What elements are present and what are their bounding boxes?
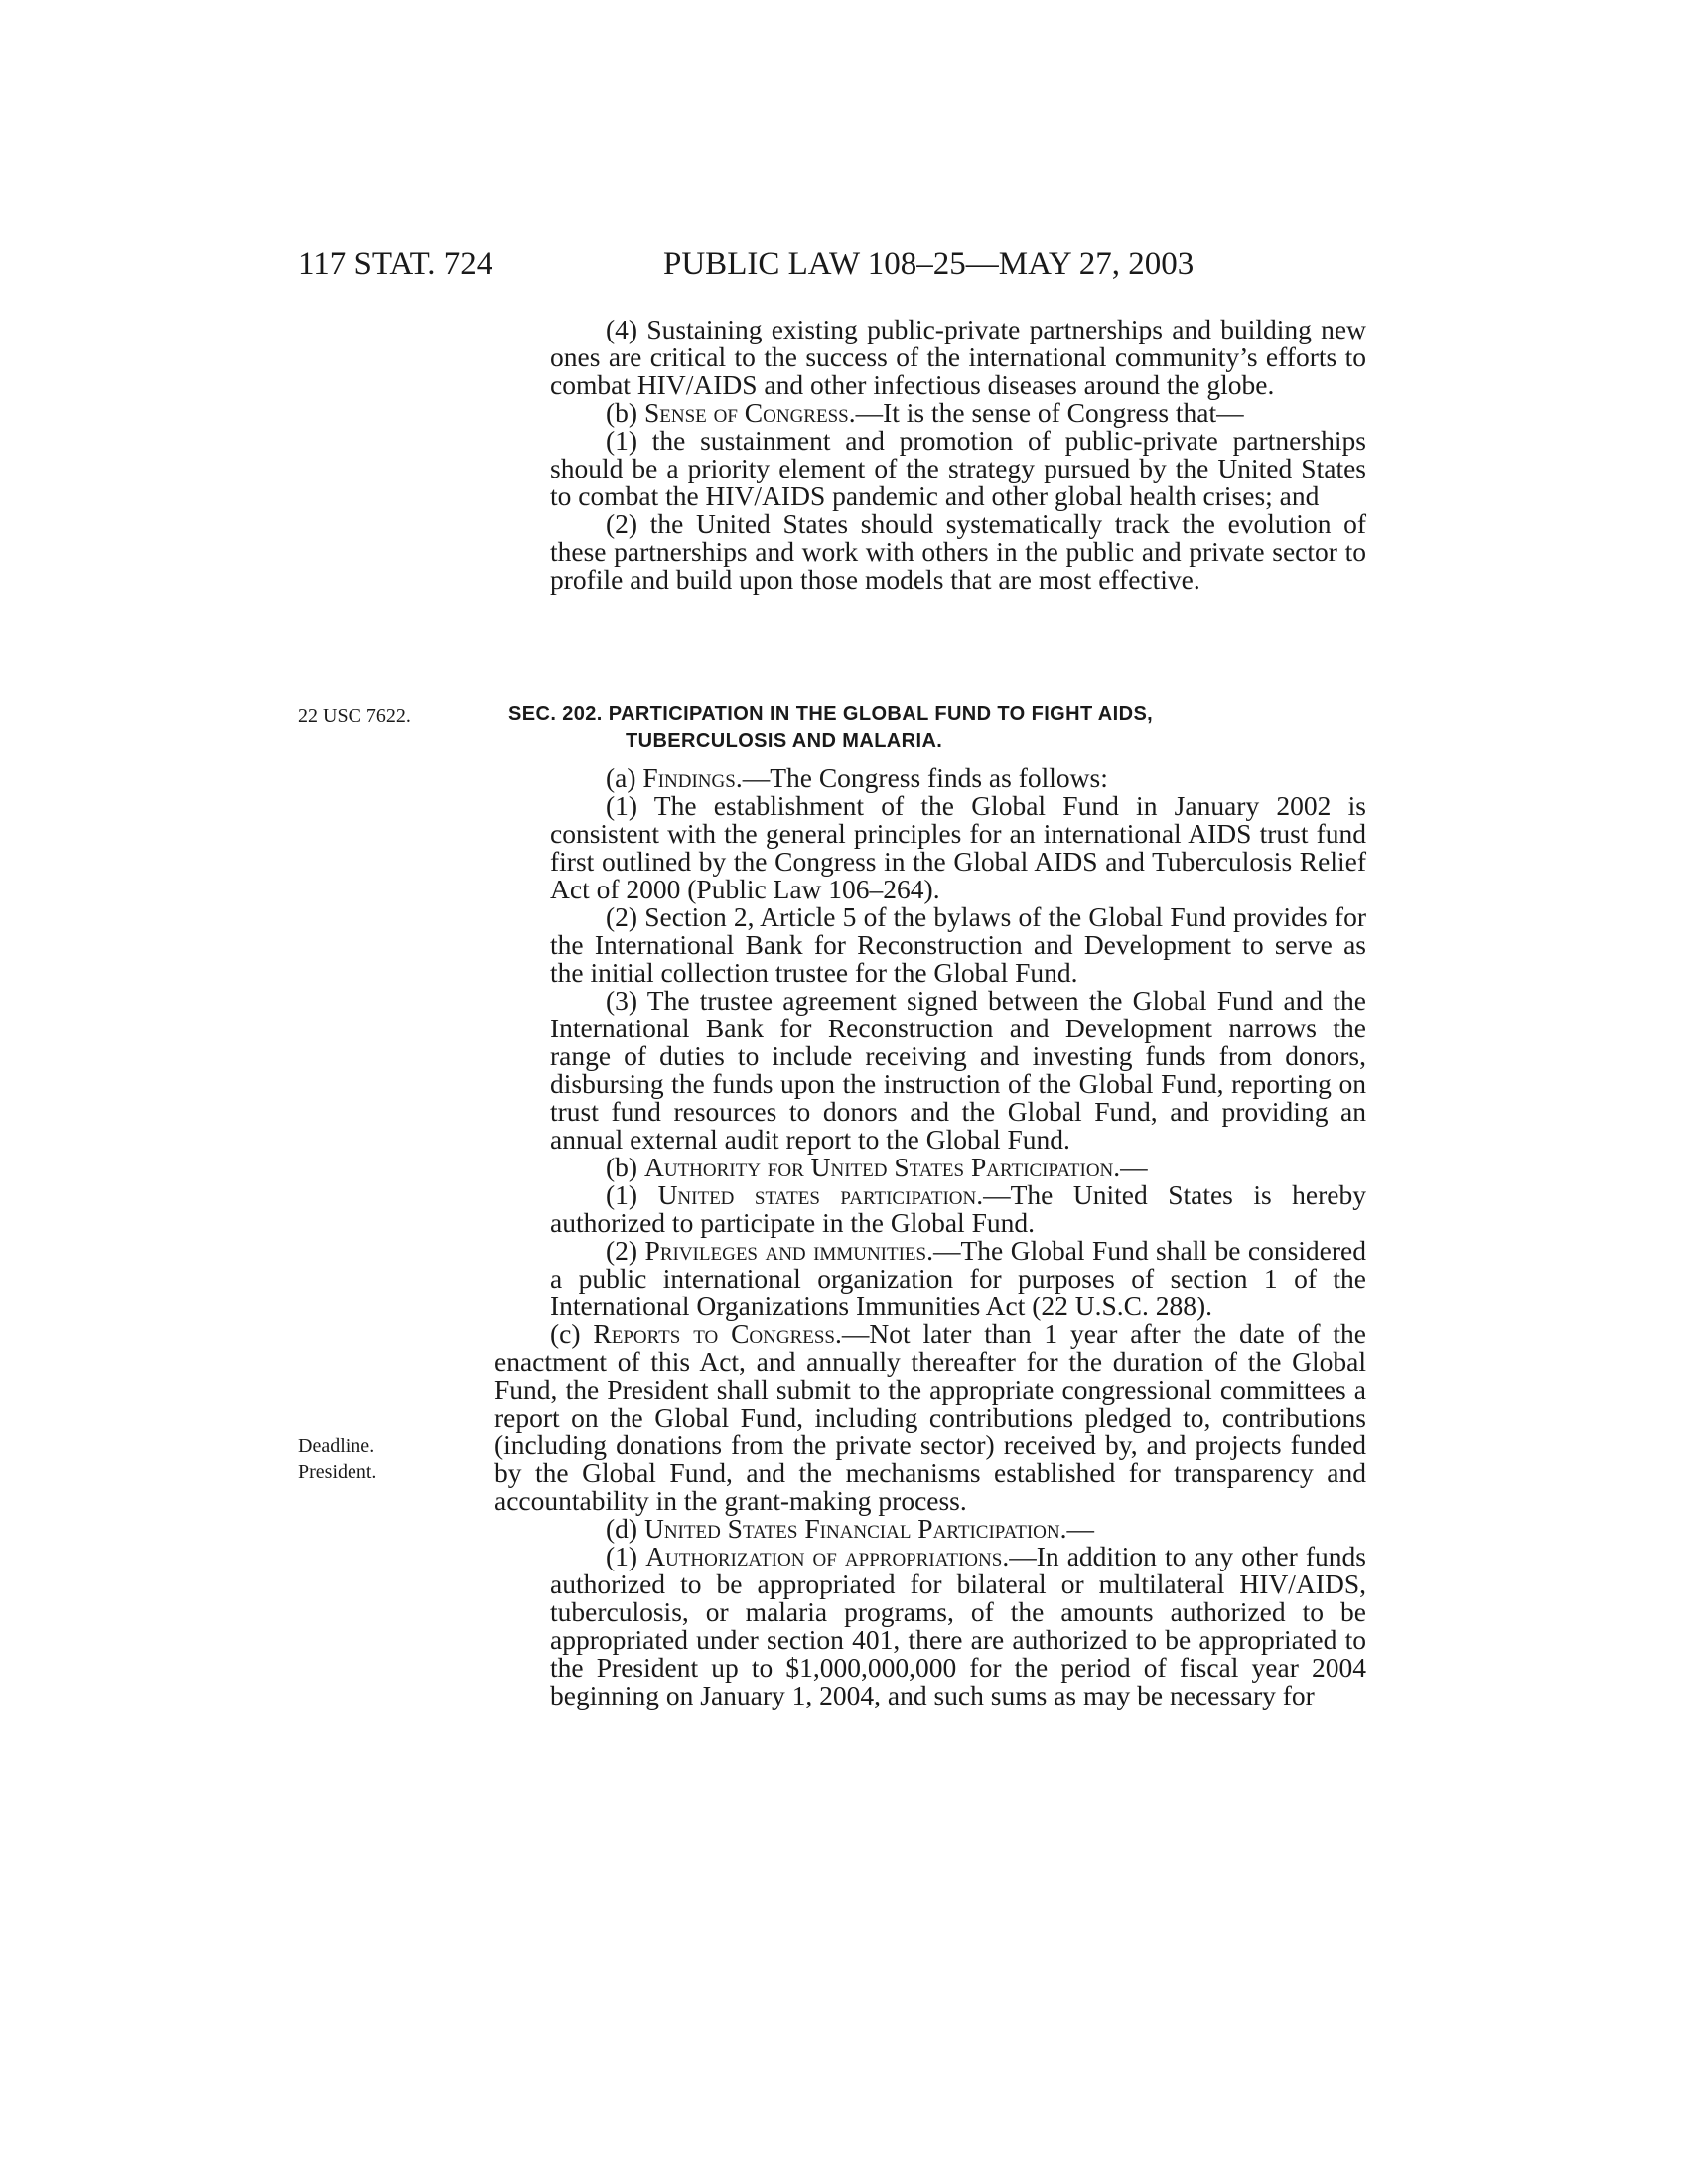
finding-3: (3) The trustee agreement signed between the Global Fund and the International Bank for Reconstruction and Development narrows the range of duties to include receiving and investing funds from donors, disbursing the funds upon the instruction of the Global Fund, reporting on trust fund resources to donors and the Global Fund, and providing an annual external audit report to the Global Fund. — [550, 985, 1366, 1155]
president-note: President. — [298, 1461, 377, 1483]
authority-item-2: (2) Privileges and immunities.—The Global Fund shall be considered a public international organization for purposes of section 1 of the International Organizations Immunities Act (22 U.S.C. 288). — [550, 1235, 1367, 1321]
section-heading-line-1: SEC. 202. PARTICIPATION IN THE GLOBAL FUND TO FIGHT AIDS, — [508, 703, 1154, 725]
finding-4: (4) Sustaining existing public-private partnerships and building new ones are critical to the success of the international community’s efforts to combat HIV/AIDS and other infectious diseases around the globe. — [550, 314, 1366, 400]
reports-to-congress: (c) Reports to Congress.—Not later than 1 year after the date of the enactment of this Act, and annually thereafter for the duration of the Global Fund, the President shall submit to the appropriate congressional committees a report on the Global Fund, including contributions pledged to, contributions (including donations from the private sector) received by, and projects funded by the Global Fund, and the mechanisms established for transparency and accountability in the grant-making process. — [494, 1318, 1366, 1516]
authorization-of-appropriations: (1) Authorization of appropriations.—In addition to any other funds authorized to be appropriated for bilateral or multilateral HIV/AIDS, tuberculosis, or malaria programs, of the amounts authorized to be appropriated under section 401, there are authorized to be appropriated to the President up to $1,000,000,000 for the period of fiscal year 2004 beginning on January 1, 2004, and such sums as may be necessary for — [550, 1541, 1366, 1710]
sense-item-1: (1) the sustainment and promotion of public-private partnerships should be a priority element of the strategy pursued by the United States to combat the HIV/AIDS pandemic and other global health crises; and — [550, 425, 1366, 511]
authority-item-1: (1) United states participation.—The United States is hereby authorized to participate in the Global Fund. — [550, 1179, 1367, 1238]
usc-citation-note: 22 USC 7622. — [298, 705, 411, 727]
section-heading-line-2: TUBERCULOSIS AND MALARIA. — [626, 730, 943, 751]
section-202-text — [494, 764, 1366, 1709]
section-heading — [508, 701, 1368, 754]
findings-heading: (a) Findings.—The Congress finds as follows: — [606, 762, 1108, 793]
page-number: 117 STAT. 724 — [298, 246, 493, 282]
finding-2: (2) Section 2, Article 5 of the bylaws of the Global Fund provides for the International Bank for Reconstruction and Development to serve as the initial collection trustee for the Global Fund. — [550, 901, 1366, 988]
sense-item-2: (2) the United States should systematically track the evolution of these partnerships and work with others in the public and private sector to profile and build upon those models that are most effective. — [550, 508, 1366, 595]
financial-participation-heading: (d) United States Financial Participation.— — [606, 1513, 1094, 1544]
continued-findings — [494, 316, 1366, 594]
sense-of-congress-heading: (b) Sense of Congress.—It is the sense of Congress that— — [606, 397, 1244, 428]
running-head: PUBLIC LAW 108–25—MAY 27, 2003 — [663, 246, 1195, 282]
deadline-note: Deadline. — [298, 1435, 375, 1457]
authority-heading: (b) Authority for United States Participation.— — [606, 1152, 1148, 1182]
deadline-president-note — [298, 1433, 376, 1485]
finding-1: (1) The establishment of the Global Fund in January 2002 is consistent with the general principles for an international AIDS trust fund first outlined by the Congress in the Global AIDS and Tuberculosis Relief Act of 2000 (Public Law 106–264). — [550, 790, 1366, 904]
